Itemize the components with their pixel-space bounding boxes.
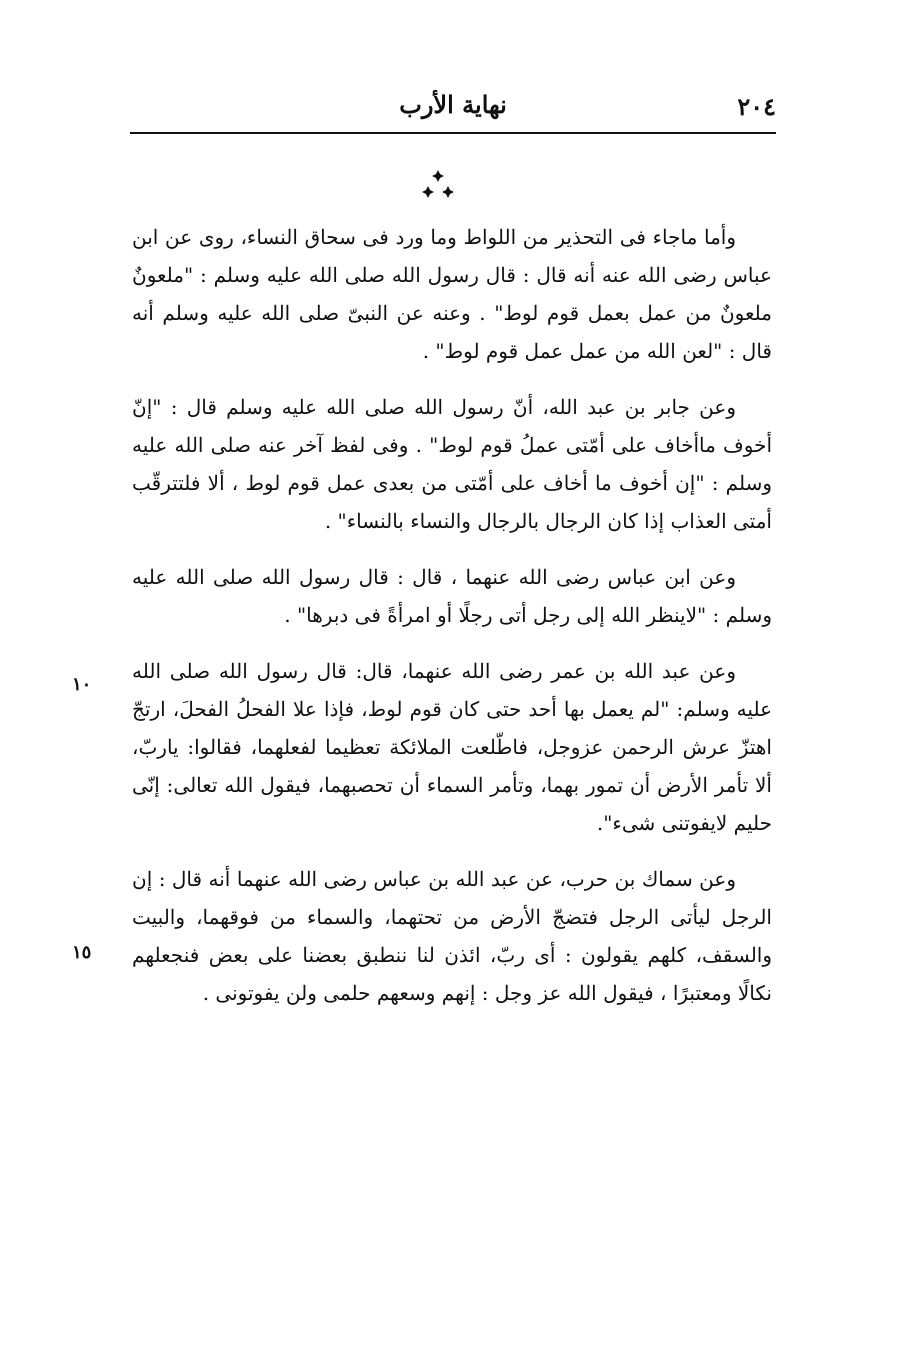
page-header xyxy=(130,84,776,128)
main-text xyxy=(132,218,772,1030)
running-title: نهاية الأرب xyxy=(399,90,507,119)
page-number: ٢٠٤ xyxy=(737,92,776,121)
paragraph-4: وعن عبد الله بن عمر رضى الله عنهما، قال: قال رسول الله صلى الله عليه وسلم: "لم يعمل بها أحد حتى كان قوم لوط، فإذا علا الفحلُ الفحلَ، ارتجّ اهتزّ عرش الرحمن عزوجل، فاطّلعت الملائكة تعظيما لفعلهما، فقالوا: ياربّ، ألا تأمر الأرض أن تمور بهما، وتأمر السماء أن تحصبهما، فيقول الله تعالى: إنّى حليم لايفوتنى شىء". xyxy=(132,659,772,835)
paragraph-5: وعن سماك بن حرب، عن عبد الله بن عباس رضى الله عنهما أنه قال : إن الرجل ليأتى الرجل فتضجّ الأرض من تحتهما، والسماء من فوقهما، والبيت والسقف، كلهم يقولون : أى ربّ، ائذن لنا ننطبق بعضنا على بعض فنجعلهم نكالًا ومعتبرًا ، فيقول الله عز وجل : إنهم وسعهم حلمى ولن يفوتونى . xyxy=(132,867,772,1005)
line-number-10: ١٠ xyxy=(72,674,92,695)
header-rule xyxy=(130,132,776,134)
line-number-15: ١٥ xyxy=(72,942,92,963)
paragraph-1: وأما ماجاء فى التحذير من اللواط وما ورد فى سحاق النساء، روى عن ابن عباس رضى الله عنه أنه قال : قال رسول الله صلى الله عليه وسلم : "ملعونٌ ملعونٌ من عمل بعمل قوم لوط" . وعنه عن النبىّ صلى الله عليه وسلم أنه قال : "لعن الله من عمل عمل قوم لوط" . xyxy=(132,225,772,363)
paragraph-3: وعن ابن عباس رضى الله عنهما ، قال : قال رسول الله صلى الله عليه وسلم : "لاينظر الله إلى رجل أتى رجلًا أو امرأةً فى دبرها" . xyxy=(132,565,772,627)
paragraph-2: وعن جابر بن عبد الله، أنّ رسول الله صلى الله عليه وسلم قال : "إنّ أخوف ماأخاف على أمّتى عملُ قوم لوط" . وفى لفظ آخر عنه صلى الله عليه وسلم : "إن أخوف ما أخاف على أمّتى من بعدى عمل قوم لوط ، ألا فلتترقّب أمتى العذاب إذا كان الرجال بالرجال والنساء بالنساء" . xyxy=(132,395,772,533)
section-ornament-icon xyxy=(418,168,458,208)
